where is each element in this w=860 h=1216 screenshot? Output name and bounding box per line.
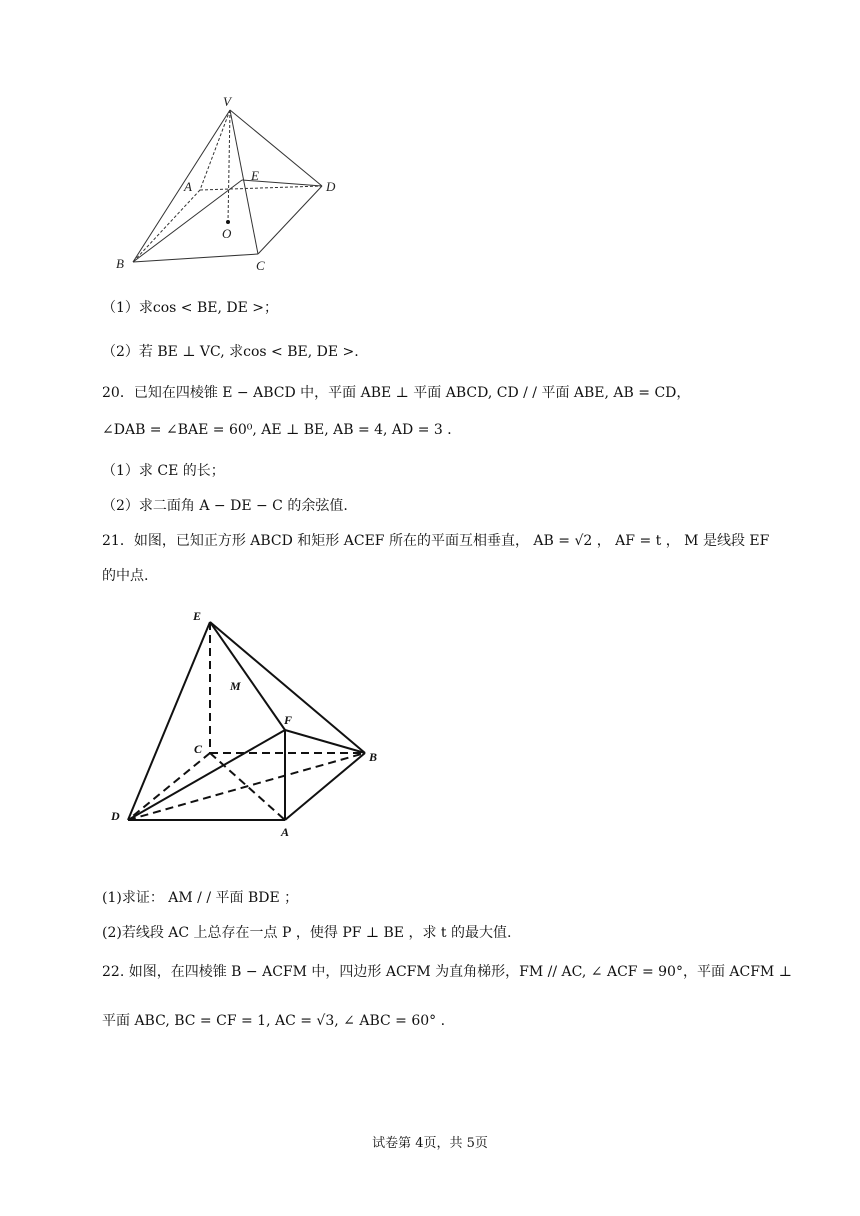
q20-stem-line2: ∠DAB = ∠BAE = 60⁰, AE ⊥ BE, AB = 4, AD = 3 ．	[102, 422, 462, 438]
label-C: C	[256, 258, 265, 273]
label-B: B	[116, 256, 124, 271]
label-D: D	[326, 179, 336, 194]
label-A: A	[184, 179, 192, 194]
label-B2: B	[369, 750, 378, 764]
label-F2: F	[284, 713, 293, 727]
q22-stem-line1: 22. 如图，在四棱锥 B − ACFM 中，四边形 ACFM 为直角梯形，FM // AC, ∠ ACF = 90°，平面 ACFM ⊥	[102, 964, 792, 980]
label-C2: C	[194, 742, 203, 756]
q20-stem-line1: 20．已知在四棱锥 E − ABCD 中，平面 ABE ⊥ 平面 ABCD, CD / / 平面 ABE, AB = CD，	[102, 385, 691, 401]
pyramid-figure-1	[110, 90, 350, 280]
q19-part2: （2）若 BE ⊥ VC, 求cos < BE, DE >.	[102, 344, 359, 360]
label-M2: M	[230, 679, 241, 693]
q22-stem-line2: 平面 ABC, BC = CF = 1, AC = √3, ∠ ABC = 60° .	[102, 1013, 446, 1029]
label-A2: A	[281, 825, 290, 839]
q21-stem-line2: 的中点.	[102, 568, 149, 584]
label-D2: D	[111, 809, 120, 823]
q21-stem-line1: 21．如图，已知正方形 ABCD 和矩形 ACEF 所在的平面互相垂直， AB = √2 ， AF = t ， M 是线段 EF	[102, 533, 770, 549]
q19-part1: （1）求cos < BE, DE >；	[102, 300, 279, 316]
q20-part1: （1）求 CE 的长；	[102, 463, 225, 479]
label-O: O	[222, 226, 232, 241]
label-V: V	[223, 94, 231, 109]
q21-part2: (2)若线段 AC 上总存在一点 P ，使得 PF ⊥ BE ，求 t 的最大值.	[102, 925, 512, 941]
q21-part1: (1)求证： AM / / 平面 BDE ；	[102, 890, 299, 906]
label-E2: E	[193, 609, 202, 623]
q20-part2: （2）求二面角 A − DE − C 的余弦值.	[102, 498, 348, 514]
page-footer: 试卷第 4页，共 5页	[372, 1136, 488, 1151]
solid-figure-2	[100, 600, 390, 850]
label-E: E	[251, 168, 259, 183]
